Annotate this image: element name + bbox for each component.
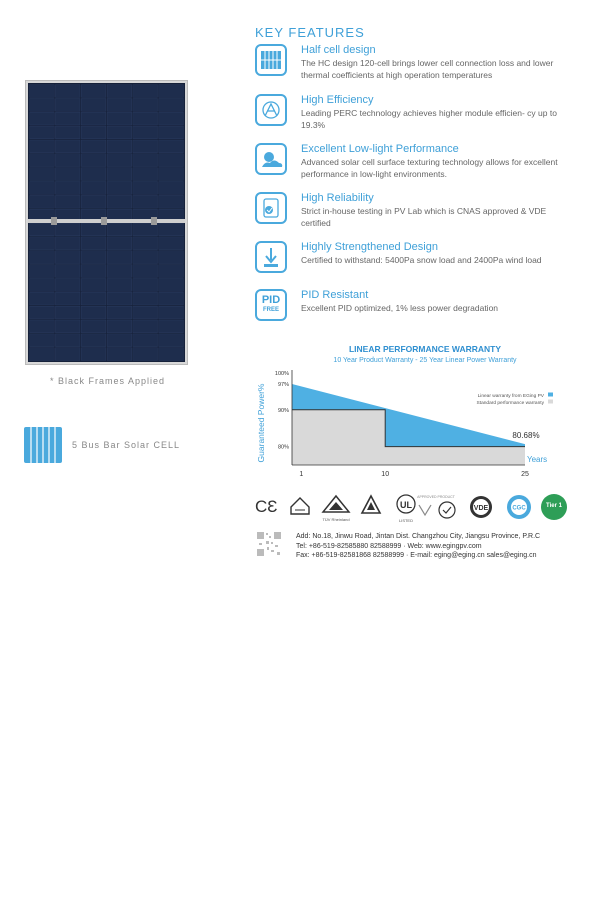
panel-cell — [55, 112, 80, 125]
panel-cell — [81, 140, 106, 153]
panel-cell — [81, 112, 106, 125]
panel-cell — [30, 154, 55, 167]
company-address — [296, 532, 540, 561]
panel-cell — [81, 279, 106, 292]
feature-desc: Leading PERC technology achieves higher module efficien- cy up to 19.3% — [301, 108, 557, 130]
panel-cell — [133, 348, 158, 361]
panel-cell — [81, 292, 106, 305]
panel-cell — [159, 334, 184, 347]
panel-cell — [30, 237, 55, 250]
panel-cell — [133, 112, 158, 125]
panel-cell — [55, 348, 80, 361]
panel-cell — [81, 168, 106, 181]
panel-cell — [81, 334, 106, 347]
approved-product-text: APPROVED PRODUCT — [417, 495, 455, 499]
panel-cell — [30, 99, 55, 112]
x-axis-label: Years — [527, 455, 548, 464]
panel-cell — [81, 306, 106, 319]
feature-title: High Efficiency — [301, 94, 374, 106]
panel-cell — [81, 320, 106, 333]
panel-cell — [30, 126, 55, 139]
panel-cell — [159, 154, 184, 167]
house-certification-icon — [288, 494, 312, 518]
panel-cell — [55, 251, 80, 264]
panel-cell — [81, 348, 106, 361]
qr-code-icon — [256, 531, 282, 557]
feature-title: Highly Strengthened Design — [301, 241, 438, 253]
panel-cell — [107, 292, 132, 305]
chart-subtitle: 10 Year Product Warranty - 25 Year Linear Power Warranty — [333, 357, 517, 364]
panel-cell — [159, 265, 184, 278]
panel-cell — [133, 140, 158, 153]
panel-cell — [133, 306, 158, 319]
panel-cell — [55, 154, 80, 167]
svg-text:VDE: VDE — [473, 505, 489, 512]
panel-cell — [81, 223, 106, 236]
panel-cell — [159, 99, 184, 112]
vde-logo-icon — [468, 494, 494, 520]
panel-cell — [30, 265, 55, 278]
panel-cell — [30, 195, 55, 208]
reliability-icon — [255, 192, 287, 224]
panel-cell — [159, 223, 184, 236]
panel-cell — [81, 126, 106, 139]
panel-cell — [81, 251, 106, 264]
panel-cell — [133, 237, 158, 250]
panel-cell — [81, 237, 106, 250]
panel-cell — [133, 320, 158, 333]
x-tick-label: 25 — [521, 471, 529, 478]
panel-cell — [81, 182, 106, 195]
panel-cell — [159, 112, 184, 125]
legend-swatch — [548, 400, 553, 404]
y-axis-label: Guaranteed Power% — [256, 383, 266, 463]
certification-logos — [255, 494, 575, 524]
panel-cell — [133, 223, 158, 236]
panel-cell — [133, 99, 158, 112]
end-value-label: 80.68% — [512, 431, 540, 441]
half-cell-icon — [255, 44, 287, 76]
panel-cell — [133, 168, 158, 181]
panel-cell — [159, 251, 184, 264]
black-frames-caption: * Black Frames Applied — [49, 376, 166, 386]
panel-cell — [133, 265, 158, 278]
panel-cell — [30, 140, 55, 153]
panel-cell — [133, 182, 158, 195]
panel-cell — [107, 279, 132, 292]
panel-cell — [55, 223, 80, 236]
address-line: Add: No.18, Jinwu Road, Jintan Dist. Changzhou City, Jiangsu Province, P.R.C — [296, 533, 541, 540]
panel-cell — [159, 279, 184, 292]
ce-mark-icon: CƐ — [255, 497, 278, 516]
tuv-logo-icon — [319, 494, 353, 522]
panel-cell — [30, 320, 55, 333]
feature-title: Excellent Low-light Performance — [301, 143, 459, 155]
panel-cell — [159, 168, 184, 181]
panel-cell — [107, 168, 132, 181]
panel-cell — [30, 279, 55, 292]
panel-cell — [55, 306, 80, 319]
legend-label: Standard performance warranty — [476, 401, 544, 406]
panel-cell — [55, 334, 80, 347]
low-light-icon — [255, 143, 287, 175]
panel-cell — [30, 223, 55, 236]
approved-product-icon — [413, 495, 459, 526]
feature-half-cell — [255, 44, 565, 88]
chart-title: LINEAR PERFORMANCE WARRANTY — [348, 344, 502, 354]
panel-cell — [133, 279, 158, 292]
panel-cell — [81, 154, 106, 167]
panel-cell — [133, 126, 158, 139]
x-tick-label: 1 — [299, 471, 304, 478]
solar-cell-icon — [24, 427, 62, 463]
panel-cell — [159, 348, 184, 361]
panel-cell — [133, 334, 158, 347]
panel-cell — [55, 292, 80, 305]
panel-cell — [55, 279, 80, 292]
panel-cell — [159, 85, 184, 98]
x-tick-label: 10 — [381, 471, 390, 478]
ul-listed-text: LISTED — [398, 518, 413, 523]
panel-cell — [55, 320, 80, 333]
panel-cell — [81, 85, 106, 98]
panel-cell — [107, 265, 132, 278]
panel-cell — [55, 182, 80, 195]
feature-desc: The HC design 120-cell brings lower cell connection loss and lower thermal coefficients at high operation temperatures — [301, 58, 554, 80]
y-tick-label: 80% — [277, 444, 289, 451]
panel-cell — [133, 154, 158, 167]
feature-desc: Certified to withstand: 5400Pa snow load and 2400Pa wind load — [301, 255, 542, 265]
feature-low-light — [255, 143, 565, 187]
feature-pid-resistant — [255, 289, 565, 333]
panel-cell — [55, 140, 80, 153]
fax-email-line: Fax: +86-519-82581868 82588999 · E-mail: eging@eging.cn sales@eging.cn — [296, 552, 537, 559]
feature-title: Half cell design — [301, 44, 376, 56]
panel-cell — [55, 99, 80, 112]
panel-cell — [159, 237, 184, 250]
panel-cell — [107, 99, 132, 112]
panel-cell — [55, 195, 80, 208]
svg-text:UL: UL — [400, 500, 412, 510]
solar-panel-drawing — [26, 81, 187, 364]
panel-cell — [159, 126, 184, 139]
panel-cell — [107, 251, 132, 264]
junction-box — [51, 217, 57, 225]
junction-box — [101, 217, 107, 225]
panel-cell — [55, 265, 80, 278]
tuv-logo-text: TÜV Rheinland — [322, 517, 350, 522]
panel-cell — [133, 292, 158, 305]
panel-cell — [81, 99, 106, 112]
legend-swatch — [548, 393, 553, 397]
y-tick-label: 100% — [274, 371, 289, 377]
tier1-text: Tier 1 — [546, 503, 562, 509]
panel-cell — [55, 237, 80, 250]
pid-free-text: FREE — [262, 307, 279, 313]
strength-icon — [255, 241, 287, 273]
y-tick-label: 97% — [277, 382, 289, 389]
panel-cell — [107, 306, 132, 319]
panel-cell — [55, 126, 80, 139]
panel-cell — [30, 348, 55, 361]
panel-cell — [107, 334, 132, 347]
panel-cell — [81, 265, 106, 278]
warranty-chart — [255, 365, 555, 490]
panel-cell — [107, 126, 132, 139]
panel-cell — [30, 251, 55, 264]
panel-cell — [55, 168, 80, 181]
svg-text:CGC: CGC — [512, 505, 526, 512]
feature-strengthened-design — [255, 241, 565, 285]
panel-cell — [107, 140, 132, 153]
panel-cell — [159, 182, 184, 195]
junction-box — [151, 217, 157, 225]
panel-cell — [30, 306, 55, 319]
panel-cell — [107, 154, 132, 167]
panel-cell — [159, 195, 184, 208]
panel-cell — [133, 195, 158, 208]
bus-bar-cell-label: 5 Bus Bar Solar CELL — [72, 440, 181, 450]
solar-panel-image — [25, 80, 188, 365]
panel-cell — [107, 237, 132, 250]
feature-high-efficiency — [255, 94, 565, 138]
feature-title: PID Resistant — [301, 289, 369, 301]
feature-title: High Reliability — [301, 192, 374, 204]
tier1-logo-icon — [541, 494, 567, 520]
panel-cell — [133, 85, 158, 98]
panel-cell — [30, 112, 55, 125]
feature-desc: Excellent PID optimized, 1% less power degradation — [301, 303, 499, 313]
panel-cell — [133, 251, 158, 264]
y-tick-label: 90% — [277, 407, 289, 414]
panel-cell — [159, 292, 184, 305]
panel-cell — [30, 292, 55, 305]
panel-cell — [159, 320, 184, 333]
pid-icon-text: PID — [261, 294, 281, 306]
panel-cell — [107, 223, 132, 236]
legend-label: Linear warranty from EGing PV — [477, 394, 544, 399]
panel-cell — [30, 85, 55, 98]
panel-cell — [107, 195, 132, 208]
panel-cell — [107, 348, 132, 361]
panel-cell — [30, 334, 55, 347]
efficiency-icon — [255, 94, 287, 126]
certification-triangle-icon — [360, 494, 382, 516]
panel-cell — [107, 112, 132, 125]
feature-desc: Advanced solar cell surface texturing technology allows for excellent performance in low-light environments. — [301, 157, 558, 179]
panel-cell — [30, 168, 55, 181]
panel-cell — [55, 85, 80, 98]
panel-cell — [107, 85, 132, 98]
key-features-title: KEY FEATURES — [255, 25, 365, 40]
feature-desc: Strict in-house testing in PV Lab which is CNAS approved & VDE certified — [301, 206, 547, 228]
pid-icon — [255, 289, 287, 321]
feature-high-reliability — [255, 192, 565, 236]
panel-cell — [107, 182, 132, 195]
panel-cell — [159, 140, 184, 153]
panel-cell — [30, 182, 55, 195]
panel-cell — [81, 195, 106, 208]
panel-cell — [107, 320, 132, 333]
panel-cell — [159, 306, 184, 319]
cgc-logo-icon — [506, 494, 532, 520]
phone-web-line: Tel: +86-519-82585880 82588999 · Web: www.egingpv.com — [296, 542, 482, 550]
